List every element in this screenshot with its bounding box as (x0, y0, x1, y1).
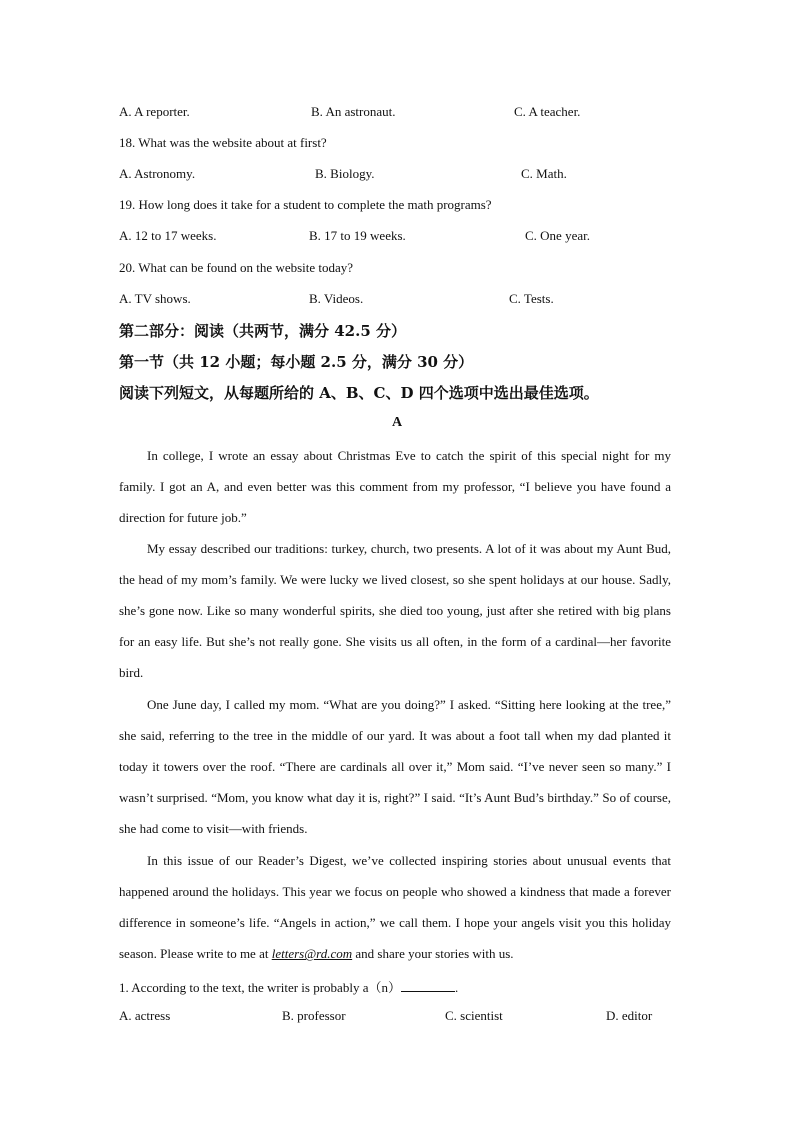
contact-email-link[interactable]: letters@rd.com (271, 946, 353, 962)
passage-paragraph-4 (119, 845, 671, 969)
section-1-heading: 第一节（共 12 小题；每小题 2.5 分，满分 30 分） (119, 353, 474, 371)
q20-option-b: B. Videos. (309, 291, 364, 306)
q1-question (119, 977, 458, 996)
q18-option-a: A. Astronomy. (119, 166, 196, 181)
q20-option-a: A. TV shows. (119, 291, 191, 306)
passage-paragraph-2: My essay described our traditions: turkey, church, two presents. A lot of it was about my Aunt Bud, the head of my mom’s family. We were lucky we lived closest, so she spent holidays at our house. Sadly, she’s gone now. Like so many wonderful spirits, she died too young, just after she retired with big plans for an easy life. But she’s not really gone. She visits us all often, in the form of a cardinal—her favorite bird. (119, 541, 671, 681)
q20-option-c: C. Tests. (509, 291, 554, 306)
q19-question: 19. How long does it take for a student to complete the math programs? (119, 197, 492, 212)
q17-option-a: A. A reporter. (119, 104, 190, 119)
q17-option-c: C. A teacher. (514, 104, 581, 119)
passage-paragraph-3: One June day, I called my mom. “What are you doing?” I asked. “Sitting here looking at the tree,” she said, referring to the tree in the middle of our yard. It was about a foot tall when my dad planted it today it towers over the roof. “There are cardinals all over it,” Mom said. “I’ve never seen so many.” I wasn’t surprised. “Mom, you know what day it is, right?” I said. “It’s Aunt Bud’s birthday.” So of course, she had come to visit—with friends. (119, 697, 671, 837)
q1-option-b: B. professor (282, 1008, 346, 1023)
answer-blank (401, 979, 455, 992)
q1-question-end: . (454, 980, 459, 995)
paragraph-4-end: and share your stories with us. (352, 946, 514, 962)
q1-option-a: A. actress (119, 1008, 171, 1023)
q1-option-c: C. scientist (445, 1008, 503, 1023)
q1-question-text: 1. According to the text, the writer is probably a（n） (119, 980, 401, 995)
reading-instruction: 阅读下列短文，从每题所给的 A、B、C、D 四个选项中选出最佳选项。 (119, 384, 599, 402)
section-part2-heading: 第二部分：阅读（共两节，满分 42.5 分） (119, 322, 406, 340)
passage-label: A (391, 415, 403, 430)
q18-option-b: B. Biology. (315, 166, 375, 181)
q19-option-a: A. 12 to 17 weeks. (119, 228, 217, 243)
q18-question: 18. What was the website about at first? (119, 135, 327, 150)
q19-option-b: B. 17 to 19 weeks. (309, 228, 406, 243)
q19-option-c: C. One year. (525, 228, 590, 243)
q17-option-b: B. An astronaut. (311, 104, 396, 119)
paragraph-4-text: In this issue of our Reader’s Digest, we’ve collected inspiring stories about unusual events that happened around the holidays. This year we focus on people who showed a kindness that made a forever difference in someone’s life. “Angels in action,” we call them. I hope your angels visit you this holiday season. Please write to me at (119, 853, 671, 962)
passage-paragraph-1: In college, I wrote an essay about Christmas Eve to catch the spirit of this special night for my family. I got an A, and even better was this comment from my professor, “I believe you have found a direction for future job.” (119, 448, 671, 526)
q20-question: 20. What can be found on the website today? (119, 260, 354, 275)
q1-option-d: D. editor (606, 1008, 653, 1023)
q18-option-c: C. Math. (521, 166, 567, 181)
